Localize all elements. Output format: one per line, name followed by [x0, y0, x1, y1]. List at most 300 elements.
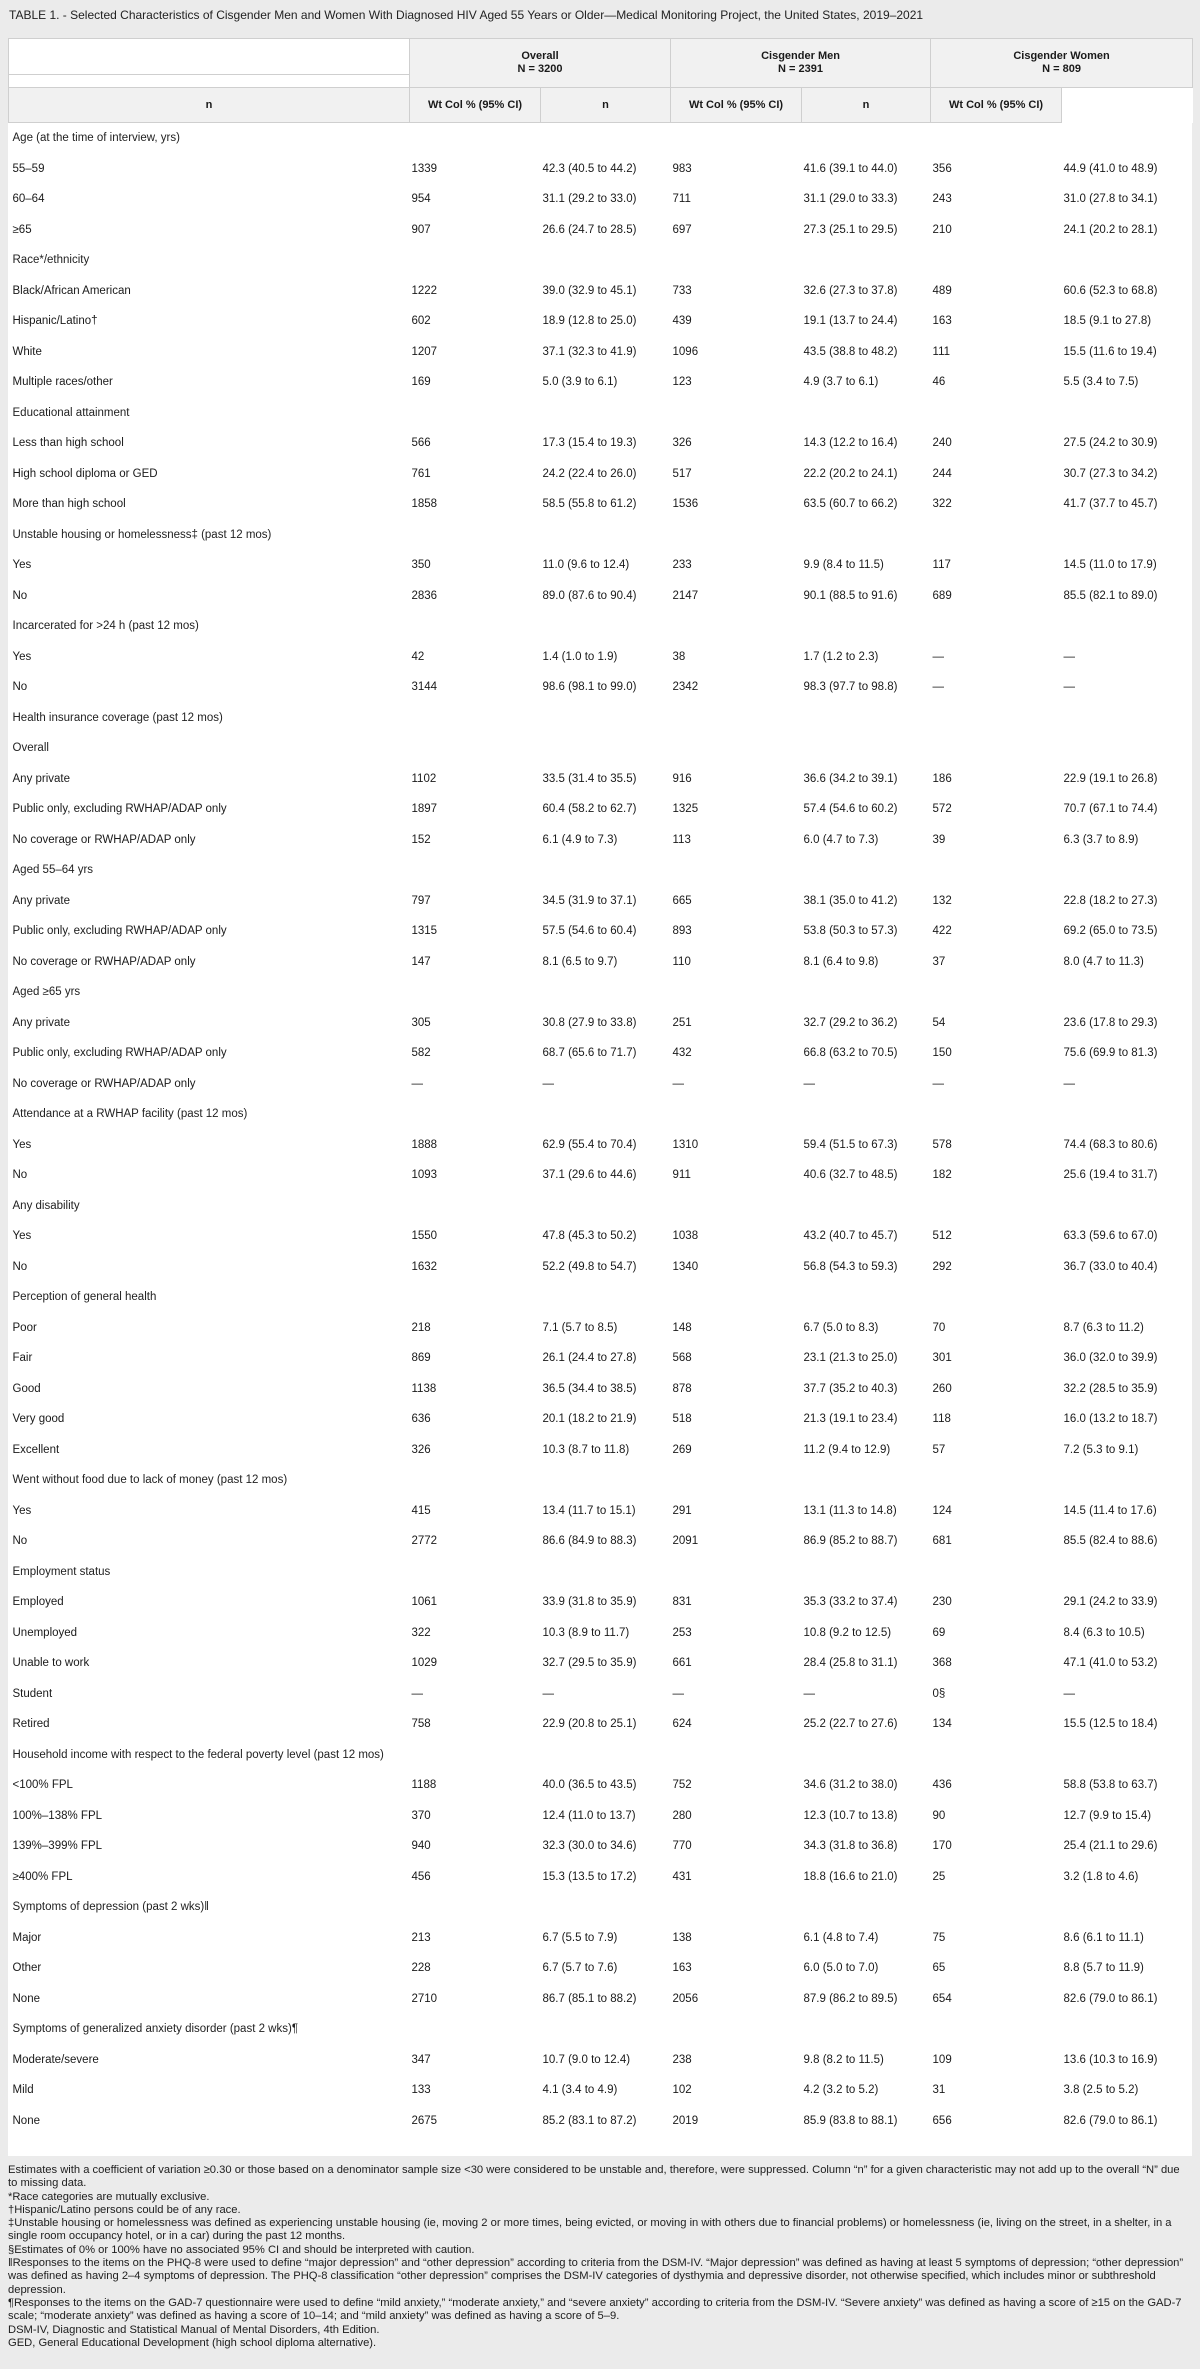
table-row	[9, 1435, 1193, 1466]
cell-pct-ci: 31.1 (29.2 to 33.0)	[542, 193, 637, 206]
table-row	[9, 581, 1193, 612]
row-label: White	[12, 345, 42, 358]
row-label: Unable to work	[12, 1657, 90, 1670]
row-label: No	[12, 1169, 28, 1182]
cell-n: 983	[672, 162, 692, 175]
cell-n: 150	[932, 1047, 952, 1060]
cell-n: 893	[672, 925, 692, 938]
cell-n: 133	[411, 2084, 431, 2097]
table-row	[9, 1496, 1193, 1527]
cell-pct-ci: 33.9 (31.8 to 35.9)	[542, 1596, 637, 1609]
cell-n: 326	[411, 1443, 431, 1456]
cell-pct-ci: 12.4 (11.0 to 13.7)	[542, 1809, 636, 1822]
subheader-pct: Wt Col % (95% CI)	[671, 88, 802, 123]
cell-pct-ci: 89.0 (87.6 to 90.4)	[542, 589, 637, 602]
cell-n: 356	[932, 162, 952, 175]
cell-pct-ci: 24.1 (20.2 to 28.1)	[1063, 223, 1158, 236]
cell-n: 117	[932, 559, 951, 572]
row-label: Other	[12, 1962, 42, 1975]
cell-pct-ci: 25.2 (22.7 to 27.6)	[803, 1718, 898, 1731]
cell-n: —	[672, 1687, 685, 1700]
cell-pct-ci: 43.5 (38.8 to 48.2)	[803, 345, 898, 358]
cell-n: 1138	[411, 1382, 437, 1395]
cell-n: 163	[672, 1962, 692, 1975]
cell-n: 1029	[411, 1657, 438, 1670]
cell-pct-ci: 20.1 (18.2 to 21.9)	[542, 1413, 637, 1426]
section-row	[9, 1282, 1193, 1313]
cell-pct-ci: 35.3 (33.2 to 37.4)	[803, 1596, 898, 1609]
table-row	[9, 2106, 1193, 2137]
cell-pct-ci: 40.6 (32.7 to 48.5)	[803, 1169, 898, 1182]
cell-n: 752	[672, 1779, 692, 1792]
cell-n: 38	[672, 650, 686, 663]
cell-n: 368	[932, 1657, 952, 1670]
cell-pct-ci: 6.0 (4.7 to 7.3)	[803, 833, 879, 846]
cell-pct-ci: 37.1 (29.6 to 44.6)	[542, 1169, 637, 1182]
group-total: N = 809	[1042, 63, 1081, 75]
group-total: N = 3200	[517, 63, 563, 75]
cell-n: 240	[932, 437, 952, 450]
cell-pct-ci: 41.6 (39.1 to 44.0)	[803, 162, 898, 175]
cell-pct-ci: —	[803, 1077, 816, 1090]
cell-n: 370	[411, 1809, 431, 1822]
table-row	[9, 459, 1193, 490]
cell-pct-ci: 12.3 (10.7 to 13.8)	[803, 1809, 898, 1822]
cell-pct-ci: 68.7 (65.6 to 71.7)	[542, 1047, 637, 1060]
section-label: Aged 55–64 yrs	[12, 864, 94, 877]
cell-pct-ci: 22.8 (18.2 to 27.3)	[1063, 894, 1158, 907]
table-row	[9, 1953, 1193, 1984]
cell-pct-ci: 1.7 (1.2 to 2.3)	[803, 650, 879, 663]
cell-n: 697	[672, 223, 692, 236]
row-label: Mild	[12, 2084, 34, 2097]
cell-pct-ci: 87.9 (86.2 to 89.5)	[803, 1992, 898, 2005]
cell-n: 681	[932, 1535, 952, 1548]
table-row	[9, 1984, 1193, 2015]
table-row	[9, 276, 1193, 307]
cell-pct-ci: 14.3 (12.2 to 16.4)	[803, 437, 898, 450]
cell-pct-ci: 19.1 (13.7 to 24.4)	[803, 315, 898, 328]
cell-n: 654	[932, 1992, 952, 2005]
cell-pct-ci: 27.3 (25.1 to 29.5)	[803, 223, 898, 236]
cell-n: —	[932, 650, 945, 663]
cell-n: —	[411, 1687, 423, 1700]
cell-pct-ci: 47.1 (41.0 to 53.2)	[1063, 1657, 1158, 1670]
cell-pct-ci: 1.4 (1.0 to 1.9)	[542, 650, 618, 663]
cell-pct-ci: 13.6 (10.3 to 16.9)	[1063, 2053, 1158, 2066]
cell-n: 422	[932, 925, 952, 938]
cell-pct-ci: 74.4 (68.3 to 80.6)	[1063, 1138, 1158, 1151]
group-header-cisgender-women	[931, 39, 1193, 88]
cell-pct-ci: 6.1 (4.9 to 7.3)	[542, 833, 618, 846]
cell-n: 517	[672, 467, 692, 480]
row-label: Student	[12, 1687, 53, 1700]
cell-pct-ci: 15.3 (13.5 to 17.2)	[542, 1870, 637, 1883]
table-row	[9, 337, 1193, 368]
cell-n: 602	[411, 315, 431, 328]
table-row	[9, 489, 1193, 520]
cell-pct-ci: 26.1 (24.4 to 27.8)	[542, 1352, 637, 1365]
row-label: Yes	[12, 1504, 32, 1517]
row-label: Poor	[12, 1321, 37, 1334]
section-row	[9, 123, 1193, 154]
cell-n: 566	[411, 437, 431, 450]
cell-pct-ci: 24.2 (22.4 to 26.0)	[542, 467, 637, 480]
cell-pct-ci: 10.3 (8.7 to 11.8)	[542, 1443, 630, 1456]
cell-n: 31	[932, 2084, 946, 2097]
subheader-row	[9, 88, 1193, 123]
cell-pct-ci: 17.3 (15.4 to 19.3)	[542, 437, 637, 450]
group-name: Cisgender Women	[1013, 50, 1110, 62]
cell-pct-ci: 14.5 (11.4 to 17.6)	[1063, 1504, 1157, 1517]
section-label: Age (at the time of interview, yrs)	[12, 132, 180, 145]
footnotes	[8, 2164, 1192, 2350]
table-body	[9, 123, 1193, 2137]
cell-pct-ci: 82.6 (79.0 to 86.1)	[1063, 2114, 1158, 2127]
cell-n: 292	[932, 1260, 952, 1273]
cell-pct-ci: 69.2 (65.0 to 73.5)	[1063, 925, 1158, 938]
table-row	[9, 154, 1193, 185]
cell-n: —	[411, 1077, 423, 1090]
cell-pct-ci: 75.6 (69.9 to 81.3)	[1063, 1047, 1158, 1060]
row-label: No coverage or RWHAP/ADAP only	[12, 955, 196, 968]
cell-pct-ci: 4.9 (3.7 to 6.1)	[803, 376, 879, 389]
table-row	[9, 947, 1193, 978]
cell-n: 163	[932, 315, 952, 328]
cell-n: 878	[672, 1382, 692, 1395]
table-container	[8, 38, 1192, 2156]
cell-pct-ci: 6.7 (5.0 to 8.3)	[803, 1321, 879, 1334]
row-label: None	[12, 1992, 40, 2005]
cell-pct-ci: 23.6 (17.8 to 29.3)	[1063, 1016, 1158, 1029]
section-row	[9, 2014, 1193, 2045]
cell-n: 869	[411, 1352, 431, 1365]
table-row	[9, 2075, 1193, 2106]
cell-n: 213	[411, 1931, 431, 1944]
section-label: Perception of general health	[12, 1291, 157, 1304]
cell-pct-ci: 27.5 (24.2 to 30.9)	[1063, 437, 1158, 450]
cell-n: 170	[932, 1840, 952, 1853]
group-total: N = 2391	[778, 63, 823, 75]
group-name: Cisgender Men	[761, 50, 840, 62]
cell-pct-ci: 22.9 (20.8 to 25.1)	[542, 1718, 637, 1731]
row-label: No	[12, 589, 28, 602]
cell-n: 65	[932, 1962, 946, 1975]
row-label: Public only, excluding RWHAP/ADAP only	[12, 1047, 227, 1060]
section-row	[9, 1191, 1193, 1222]
row-label: Public only, excluding RWHAP/ADAP only	[12, 925, 227, 938]
cell-pct-ci: 34.3 (31.8 to 36.8)	[803, 1840, 898, 1853]
cell-n: 911	[672, 1169, 691, 1182]
footnote: †Hispanic/Latino persons could be of any race.	[8, 2203, 241, 2216]
cell-pct-ci: 36.7 (33.0 to 40.4)	[1063, 1260, 1158, 1273]
row-label: Hispanic/Latino†	[12, 315, 98, 328]
cell-pct-ci: 85.9 (83.8 to 88.1)	[803, 2114, 898, 2127]
cell-n: 489	[932, 284, 952, 297]
cell-pct-ci: 29.1 (24.2 to 33.9)	[1063, 1596, 1158, 1609]
cell-pct-ci: 6.0 (5.0 to 7.0)	[803, 1962, 879, 1975]
cell-n: 186	[932, 772, 952, 785]
cell-pct-ci: 40.0 (36.5 to 43.5)	[542, 1779, 637, 1792]
cell-n: 758	[411, 1718, 431, 1731]
cell-n: 118	[932, 1413, 951, 1426]
cell-pct-ci: 13.1 (11.3 to 14.8)	[803, 1504, 897, 1517]
cell-n: 75	[932, 1931, 946, 1944]
cell-pct-ci: 66.8 (63.2 to 70.5)	[803, 1047, 898, 1060]
cell-pct-ci: 22.2 (20.2 to 24.1)	[803, 467, 898, 480]
cell-n: 1315	[411, 925, 438, 938]
cell-pct-ci: 5.0 (3.9 to 6.1)	[542, 376, 618, 389]
cell-n: 733	[672, 284, 692, 297]
cell-pct-ci: 32.2 (28.5 to 35.9)	[1063, 1382, 1158, 1395]
cell-n: 269	[672, 1443, 692, 1456]
cell-n: 1888	[411, 1138, 438, 1151]
table-row	[9, 794, 1193, 825]
section-label: Educational attainment	[12, 406, 130, 419]
cell-n: 512	[932, 1230, 952, 1243]
cell-pct-ci: 70.7 (67.1 to 74.4)	[1063, 803, 1158, 816]
table-row	[9, 1587, 1193, 1618]
section-row	[9, 398, 1193, 429]
table-row	[9, 1404, 1193, 1435]
cell-pct-ci: 38.1 (35.0 to 41.2)	[803, 894, 898, 907]
cell-pct-ci: 57.4 (54.6 to 60.2)	[803, 803, 898, 816]
cell-pct-ci: 18.5 (9.1 to 27.8)	[1063, 315, 1152, 328]
section-label: Any disability	[12, 1199, 80, 1212]
cell-n: 260	[932, 1382, 952, 1395]
cell-pct-ci: —	[542, 1687, 554, 1700]
cell-pct-ci: 11.2 (9.4 to 12.9)	[803, 1443, 891, 1456]
cell-n: 124	[932, 1504, 952, 1517]
cell-pct-ci: 4.2 (3.2 to 5.2)	[803, 2084, 879, 2097]
cell-pct-ci: 30.7 (27.3 to 34.2)	[1063, 467, 1158, 480]
cell-pct-ci: 14.5 (11.0 to 17.9)	[1063, 559, 1157, 572]
cell-pct-ci: 3.8 (2.5 to 5.2)	[1063, 2084, 1139, 2097]
cell-n: —	[932, 681, 945, 694]
cell-n: 54	[932, 1016, 946, 1029]
row-label: ≥400% FPL	[12, 1870, 73, 1883]
section-label: Health insurance coverage (past 12 mos)	[12, 711, 223, 724]
cell-n: 301	[932, 1352, 952, 1365]
cell-n: 37	[932, 955, 946, 968]
cell-n: 110	[672, 955, 691, 968]
cell-n: 2056	[672, 1992, 699, 2005]
cell-pct-ci: 36.5 (34.4 to 38.5)	[542, 1382, 637, 1395]
table-row	[9, 886, 1193, 917]
cell-n: 1339	[411, 162, 438, 175]
cell-n: 138	[672, 1931, 692, 1944]
table-row	[9, 1069, 1193, 1100]
cell-n: 2091	[672, 1535, 699, 1548]
cell-pct-ci: 85.5 (82.1 to 89.0)	[1063, 589, 1158, 602]
cell-n: 689	[932, 589, 952, 602]
cell-n: 291	[672, 1504, 692, 1517]
row-label: Multiple races/other	[12, 376, 113, 389]
table-row	[9, 1038, 1193, 1069]
cell-n: 661	[672, 1657, 692, 1670]
cell-pct-ci: 8.4 (6.3 to 10.5)	[1063, 1626, 1145, 1639]
section-row	[9, 1099, 1193, 1130]
table-row	[9, 1801, 1193, 1832]
cell-n: 432	[672, 1047, 692, 1060]
subheader-n: n	[802, 88, 931, 123]
subheader-pct: Wt Col % (95% CI)	[931, 88, 1062, 123]
cell-n: 152	[411, 833, 431, 846]
cell-pct-ci: 32.3 (30.0 to 34.6)	[542, 1840, 637, 1853]
group-header-row	[9, 39, 1193, 88]
cell-pct-ci: 5.5 (3.4 to 7.5)	[1063, 376, 1139, 389]
cell-n: 69	[932, 1626, 946, 1639]
cell-pct-ci: 8.1 (6.5 to 9.7)	[542, 955, 618, 968]
cell-n: 2836	[411, 589, 438, 602]
cell-n: 940	[411, 1840, 431, 1853]
cell-n: 568	[672, 1352, 692, 1365]
cell-pct-ci: 34.5 (31.9 to 37.1)	[542, 894, 637, 907]
table-row	[9, 1679, 1193, 1710]
cell-n: 1038	[672, 1230, 699, 1243]
row-label: Black/African American	[12, 284, 131, 297]
cell-pct-ci: 8.7 (6.3 to 11.2)	[1063, 1321, 1144, 1334]
cell-n: 0§	[932, 1687, 946, 1700]
cell-pct-ci: 63.5 (60.7 to 66.2)	[803, 498, 898, 511]
subheader-n: n	[541, 88, 671, 123]
group-name: Overall	[521, 50, 559, 62]
row-label: Good	[12, 1382, 41, 1395]
cell-n: 57	[932, 1443, 946, 1456]
cell-n: 251	[672, 1016, 692, 1029]
table-row	[9, 672, 1193, 703]
cell-n: 1310	[672, 1138, 699, 1151]
cell-pct-ci: 59.4 (51.5 to 67.3)	[803, 1138, 898, 1151]
cell-pct-ci: 21.3 (19.1 to 23.4)	[803, 1413, 898, 1426]
cell-n: 42	[411, 650, 425, 663]
cell-pct-ci: 85.5 (82.4 to 88.6)	[1063, 1535, 1158, 1548]
cell-pct-ci: 8.6 (6.1 to 11.1)	[1063, 1931, 1144, 1944]
cell-n: 831	[672, 1596, 692, 1609]
cell-pct-ci: 85.2 (83.1 to 87.2)	[542, 2114, 637, 2127]
row-label: Fair	[12, 1352, 33, 1365]
subheader-pct: Wt Col % (95% CI)	[410, 88, 541, 123]
cell-n: 415	[411, 1504, 431, 1517]
cell-pct-ci: 53.8 (50.3 to 57.3)	[803, 925, 898, 938]
section-row	[9, 1892, 1193, 1923]
cell-n: 1858	[411, 498, 438, 511]
cell-pct-ci: 42.3 (40.5 to 44.2)	[542, 162, 637, 175]
section-row	[9, 1465, 1193, 1496]
cell-pct-ci: 4.1 (3.4 to 4.9)	[542, 2084, 618, 2097]
cell-n: 1340	[672, 1260, 699, 1273]
row-label: Yes	[12, 1230, 32, 1243]
cell-n: 218	[411, 1321, 431, 1334]
section-row	[9, 855, 1193, 886]
row-label: Employed	[12, 1596, 64, 1609]
cell-pct-ci: 52.2 (49.8 to 54.7)	[542, 1260, 637, 1273]
cell-pct-ci: 36.0 (32.0 to 39.9)	[1063, 1352, 1158, 1365]
cell-pct-ci: 15.5 (12.5 to 18.4)	[1063, 1718, 1158, 1731]
row-label: No	[12, 1260, 28, 1273]
table-row	[9, 1923, 1193, 1954]
cell-n: 2147	[672, 589, 699, 602]
cell-n: 2675	[411, 2114, 438, 2127]
table-row	[9, 1343, 1193, 1374]
cell-n: 305	[411, 1016, 431, 1029]
table-row	[9, 367, 1193, 398]
row-label: Major	[12, 1931, 42, 1944]
cell-n: 636	[411, 1413, 431, 1426]
cell-pct-ci: 90.1 (88.5 to 91.6)	[803, 589, 898, 602]
group-header-overall	[410, 39, 671, 88]
cell-n: 2019	[672, 2114, 699, 2127]
cell-n: 656	[932, 2114, 952, 2127]
cell-n: 109	[932, 2053, 952, 2066]
table-row	[9, 1770, 1193, 1801]
table-row	[9, 184, 1193, 215]
cell-n: 1061	[411, 1596, 438, 1609]
footnote: ¶Responses to the items on the GAD-7 questionnaire were used to define “mild anxiety,” “moderate anxiety,” and “severe anxiety” according to criteria from the DSM-IV. “Severe anxiety” was defined as having a score of ≥15 on the GAD-7 scale; “moderate anxiety” was defined as having a score of 10–14; and “mild anxiety” was defined as having a score of 5–9.	[8, 2296, 1182, 2323]
cell-n: 572	[932, 803, 952, 816]
cell-pct-ci: 86.7 (85.1 to 88.2)	[542, 1992, 637, 2005]
footnote: §Estimates of 0% or 100% have no associated 95% CI and should be interpreted with caution.	[8, 2243, 475, 2256]
table-row	[9, 1252, 1193, 1283]
table-row	[9, 215, 1193, 246]
cell-n: 436	[932, 1779, 952, 1792]
footnote: ‡Unstable housing or homelessness was defined as experiencing unstable housing (ie, moving 2 or more times, being evicted, or moving in with others due to financial problems) or homelessness (ie, living on the street, in a shelter, in a single room occupancy hotel, or in a car) during the past 12 months.	[8, 2217, 1172, 2243]
cell-n: 347	[411, 2053, 431, 2066]
cell-pct-ci: 26.6 (24.7 to 28.5)	[542, 223, 637, 236]
table-row	[9, 1008, 1193, 1039]
cell-n: 90	[932, 1809, 946, 1822]
cell-n: 243	[932, 193, 952, 206]
section-row	[9, 245, 1193, 276]
cell-n: 770	[672, 1840, 692, 1853]
row-label: No	[12, 681, 28, 694]
cell-pct-ci: 82.6 (79.0 to 86.1)	[1063, 1992, 1158, 2005]
cell-n: 518	[672, 1413, 692, 1426]
section-label: Symptoms of generalized anxiety disorder (past 2 wks)¶	[12, 2023, 298, 2036]
cell-pct-ci: 31.1 (29.0 to 33.3)	[803, 193, 898, 206]
cell-pct-ci: 23.1 (21.3 to 25.0)	[803, 1352, 898, 1365]
cell-n: 148	[672, 1321, 692, 1334]
cell-pct-ci: 33.5 (31.4 to 35.5)	[542, 772, 637, 785]
row-label: Very good	[12, 1413, 65, 1426]
cell-pct-ci: 8.0 (4.7 to 11.3)	[1063, 955, 1144, 968]
cell-n: 456	[411, 1870, 431, 1883]
row-label: More than high school	[12, 498, 126, 511]
cell-pct-ci: 7.1 (5.7 to 8.5)	[542, 1321, 618, 1334]
row-label: Less than high school	[12, 437, 124, 450]
table-row	[9, 1221, 1193, 1252]
footnote: DSM-IV, Diagnostic and Statistical Manual of Mental Disorders, 4th Edition.	[8, 2323, 380, 2336]
cell-n: 1102	[411, 772, 437, 785]
table-row	[9, 1313, 1193, 1344]
cell-pct-ci: 43.2 (40.7 to 45.7)	[803, 1230, 898, 1243]
table-row	[9, 1831, 1193, 1862]
cell-n: 3144	[411, 681, 438, 694]
cell-pct-ci: 6.3 (3.7 to 8.9)	[1063, 833, 1139, 846]
section-label: Aged ≥65 yrs	[12, 986, 81, 999]
cell-n: 1188	[411, 1779, 437, 1792]
section-row	[9, 611, 1193, 642]
section-row	[9, 733, 1193, 764]
cell-n: 907	[411, 223, 431, 236]
cell-pct-ci: 9.9 (8.4 to 11.5)	[803, 559, 884, 572]
cell-pct-ci: 25.6 (19.4 to 31.7)	[1063, 1169, 1158, 1182]
cell-n: 2342	[672, 681, 699, 694]
cell-n: 439	[672, 315, 692, 328]
cell-pct-ci: 6.7 (5.5 to 7.9)	[542, 1931, 618, 1944]
section-label: Race*/ethnicity	[12, 254, 90, 267]
header-blank-cell	[9, 39, 410, 88]
